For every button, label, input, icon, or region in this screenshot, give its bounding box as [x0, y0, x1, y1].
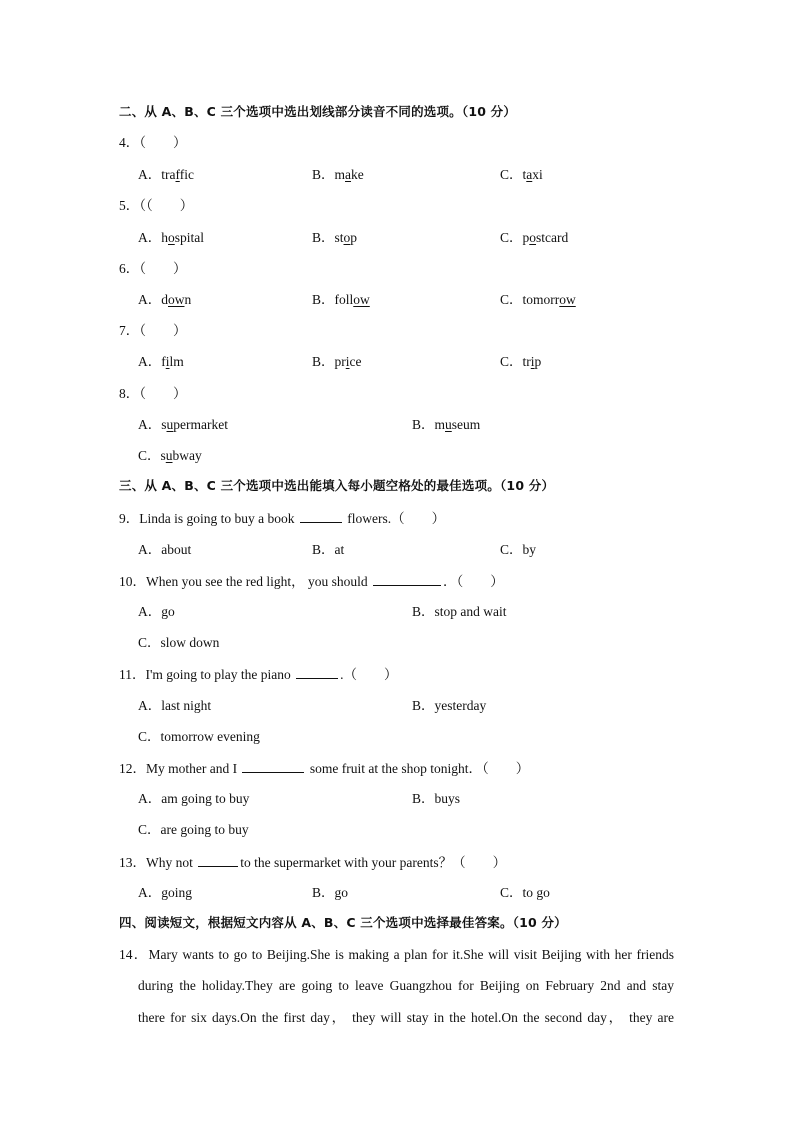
q7-option-a[interactable]: A．film [138, 354, 184, 369]
q12-option-a[interactable]: A．am going to buy [138, 791, 250, 806]
question-7-stem: 7．（ ） [119, 323, 187, 338]
question-10-stem: 10．When you see the red light， you should ．（ ） [119, 574, 504, 589]
section-heading-3: 三、从 A、B、C 三个选项中选出能填入每小题空格处的最佳选项。（10 分） [119, 478, 555, 493]
q12-blank[interactable] [242, 759, 304, 773]
q5-option-a[interactable]: A．hospital [138, 230, 204, 245]
q7-option-c[interactable]: C．trip [500, 354, 542, 369]
q9-option-c[interactable]: C．by [500, 542, 537, 557]
q6-option-b[interactable]: B．follow [312, 292, 370, 307]
q9-option-b[interactable]: B．at [312, 542, 345, 557]
q9-option-a[interactable]: A．about [138, 542, 192, 557]
q14-passage-line-3: there for six days.On the first day， they will stay in the hotel.On the second day， they are [138, 1010, 674, 1025]
q11-option-b[interactable]: B．yesterday [412, 698, 487, 713]
q5-option-b[interactable]: B．stop [312, 230, 358, 245]
q5-option-c[interactable]: C．postcard [500, 230, 569, 245]
q12-option-b[interactable]: B．buys [412, 791, 461, 806]
q14-passage-line-2: during the holiday.They are going to leave Guangzhou for Beijing on February 2nd and stay [138, 978, 674, 993]
question-6-stem: 6．（ ） [119, 261, 187, 276]
q12-option-c[interactable]: C．are going to buy [138, 822, 249, 837]
q8-option-a[interactable]: A．supermarket [138, 417, 228, 432]
q13-blank[interactable] [198, 853, 238, 867]
q10-blank[interactable] [373, 572, 441, 586]
q10-option-c[interactable]: C．slow down [138, 635, 220, 650]
question-11-stem: 11．I'm going to play the piano .（ ） [119, 667, 398, 682]
q4-option-b[interactable]: B．make [312, 167, 364, 182]
q11-option-a[interactable]: A．last night [138, 698, 212, 713]
q14-passage-line-1: 14．Mary wants to go to Beijing.She is making a plan for it.She will visit Beijing with her friends [119, 947, 674, 962]
section-heading-2: 二、从 A、B、C 三个选项中选出划线部分读音不同的选项。（10 分） [119, 104, 517, 119]
question-8-stem: 8．（ ） [119, 386, 187, 401]
section-heading-4: 四、阅读短文，根据短文内容从 A、B、C 三个选项中选择最佳答案。（10 分） [119, 915, 567, 930]
q4-option-c[interactable]: C．taxi [500, 167, 543, 182]
q10-option-b[interactable]: B．stop and wait [412, 604, 507, 619]
q4-option-a[interactable]: A．traffic [138, 167, 195, 182]
q11-option-c[interactable]: C．tomorrow evening [138, 729, 260, 744]
q13-option-c[interactable]: C．to go [500, 885, 550, 900]
question-4-stem: 4．（ ） [119, 135, 187, 150]
q7-option-b[interactable]: B．price [312, 354, 362, 369]
question-13-stem: 13．Why not to the supermarket with your parents？（ ） [119, 855, 507, 870]
q6-option-c[interactable]: C．tomorrow [500, 292, 576, 307]
q9-blank[interactable] [300, 509, 342, 523]
q8-option-b[interactable]: B．museum [412, 417, 481, 432]
question-12-stem: 12．My mother and I some fruit at the shop tonight．（ ） [119, 761, 530, 776]
q13-option-b[interactable]: B．go [312, 885, 349, 900]
q11-blank[interactable] [296, 665, 338, 679]
q6-option-a[interactable]: A．down [138, 292, 192, 307]
q8-option-c[interactable]: C．subway [138, 448, 202, 463]
question-9-stem: 9．Linda is going to buy a book flowers.（ ） [119, 511, 446, 526]
q10-option-a[interactable]: A．go [138, 604, 175, 619]
question-5-stem: 5．（（ ） [119, 198, 194, 213]
q13-option-a[interactable]: A．going [138, 885, 192, 900]
